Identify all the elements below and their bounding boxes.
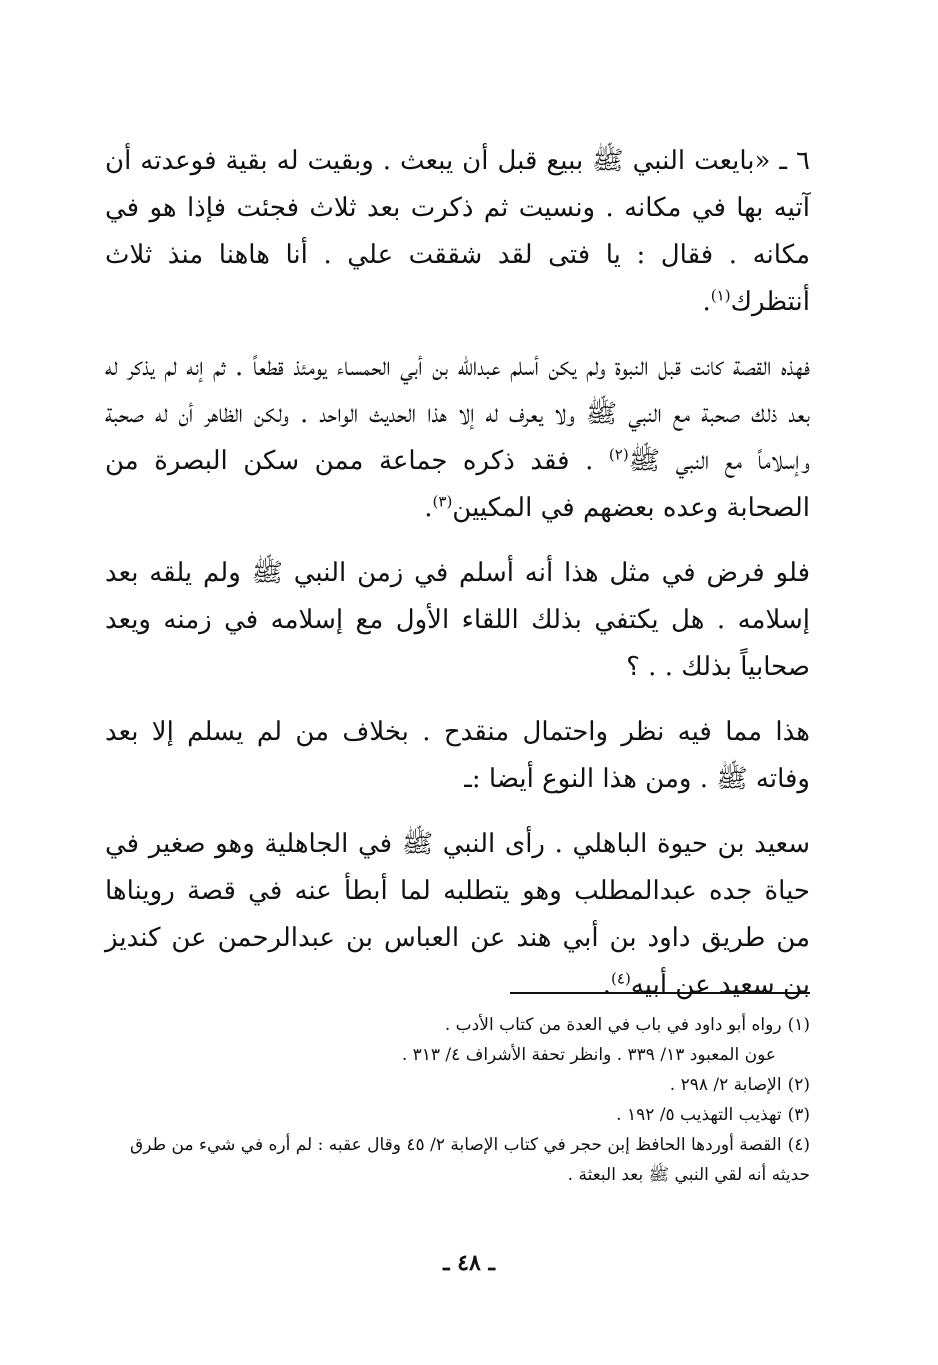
- footnote-text: رواه أبو داود في باب في العدة من كتاب الأدب .: [444, 1015, 782, 1035]
- footnote-ref-2[interactable]: (٢): [608, 445, 629, 464]
- paragraph-5: [105, 821, 810, 1009]
- footnote-number: (١): [787, 1015, 810, 1035]
- footnote-number: (٢): [787, 1075, 810, 1095]
- paragraph-2: [105, 344, 810, 532]
- paragraph-1-text: ٦ ـ «بايعت النبي ﷺ ببيع قبل أن يبعث . وبقيت له بقية فوعدته أن آتيه بها في مكانه . ونسيت ثم ذكرت بعد ثلاث فجئت فإذا هو في مكانه . فقال : يا فتى لقد شققت علي . أنا هاهنا منذ ثلاث أنتظرك: [105, 146, 810, 317]
- paragraph-2-tail: .: [424, 493, 433, 523]
- footnote-3: [105, 1100, 810, 1130]
- footnote-ref-4[interactable]: (٤): [611, 969, 631, 988]
- footnote-text: الإصابة ٢/ ٢٩٨ .: [669, 1075, 782, 1095]
- paragraph-4-text: هذا مما فيه نظر واحتمال منقدح . بخلاف من لم يسلم إلا بعد وفاته ﷺ . ومن هذا النوع أيضا :ـ: [105, 717, 810, 794]
- page-number: ـ ٤٨ ـ: [443, 1250, 495, 1276]
- paragraph-5-text: سعيد بن حيوة الباهلي . رأى النبي ﷺ في الجاهلية وهو صغير في حياة جده عبدالمطلب وهو يتطلبه لما أبطأ عنه في قصة رويناها من طريق داود بن أبي هند عن العباس بن عبدالرحمن عن كنديز بن سعيد عن أبيه: [105, 829, 810, 1000]
- footnote-1: [105, 1010, 810, 1040]
- footnote-ref-1[interactable]: (١): [710, 286, 731, 305]
- footnotes: [105, 1010, 810, 1190]
- footnote-4: [105, 1130, 810, 1190]
- paragraph-1-tail: .: [702, 287, 711, 317]
- paragraph-3-text: فلو فرض في مثل هذا أنه أسلم في زمن النبي ﷺ ولم يلقه بعد إسلامه . هل يكتفي بذلك اللقاء الأول مع إسلامه في زمنه ويعد صحابياً بذلك . . ؟: [105, 558, 810, 682]
- paragraph-2-text: فهذه القصة كانت قبل النبوة ولم يكن أسلم عبدالله بن أبي الحمساء يومئذ قطعاً . ثم إنه لم يذكر له بعد ذلك صحبة مع النبي ﷺ ولا يعرف له إلا هذا الحديث الواحد . ولكن الظاهر أن له صحبة وإسلاماً مع النبي ﷺ: [105, 352, 811, 476]
- paragraph-4: [105, 709, 810, 803]
- footnote-number: (٣): [787, 1105, 810, 1125]
- paragraph-3: [105, 550, 810, 691]
- footnote-divider: [510, 992, 810, 994]
- paragraph-5-tail: .: [602, 970, 612, 1000]
- footnote-2: [105, 1070, 810, 1100]
- footnote-text: عون المعبود ١٣/ ٣٣٩ . وانظر تحفة الأشراف ٤/ ٣١٣ .: [401, 1045, 776, 1065]
- paragraph-1: [105, 138, 810, 326]
- page-body: [105, 138, 810, 1027]
- paragraph-2-text-cont: . فقد ذكره جماعة ممن سكن البصرة من الصحابة وعده بعضهم في المكيين: [105, 446, 810, 523]
- footnote-text: القصة أوردها الحافظ إبن حجر في كتاب الإصابة ٢/ ٤٥ وقال عقبه : لم أره في شيء من طرق حديثه أنه لقي النبي ﷺ بعد البعثة .: [130, 1135, 810, 1185]
- footnote-text: تهذيب التهذيب ٥/ ١٩٢ .: [616, 1105, 782, 1125]
- footnote-number: (٤): [787, 1135, 810, 1155]
- footnote-ref-3[interactable]: (٣): [432, 492, 453, 511]
- footnote-1-continuation: [105, 1040, 810, 1070]
